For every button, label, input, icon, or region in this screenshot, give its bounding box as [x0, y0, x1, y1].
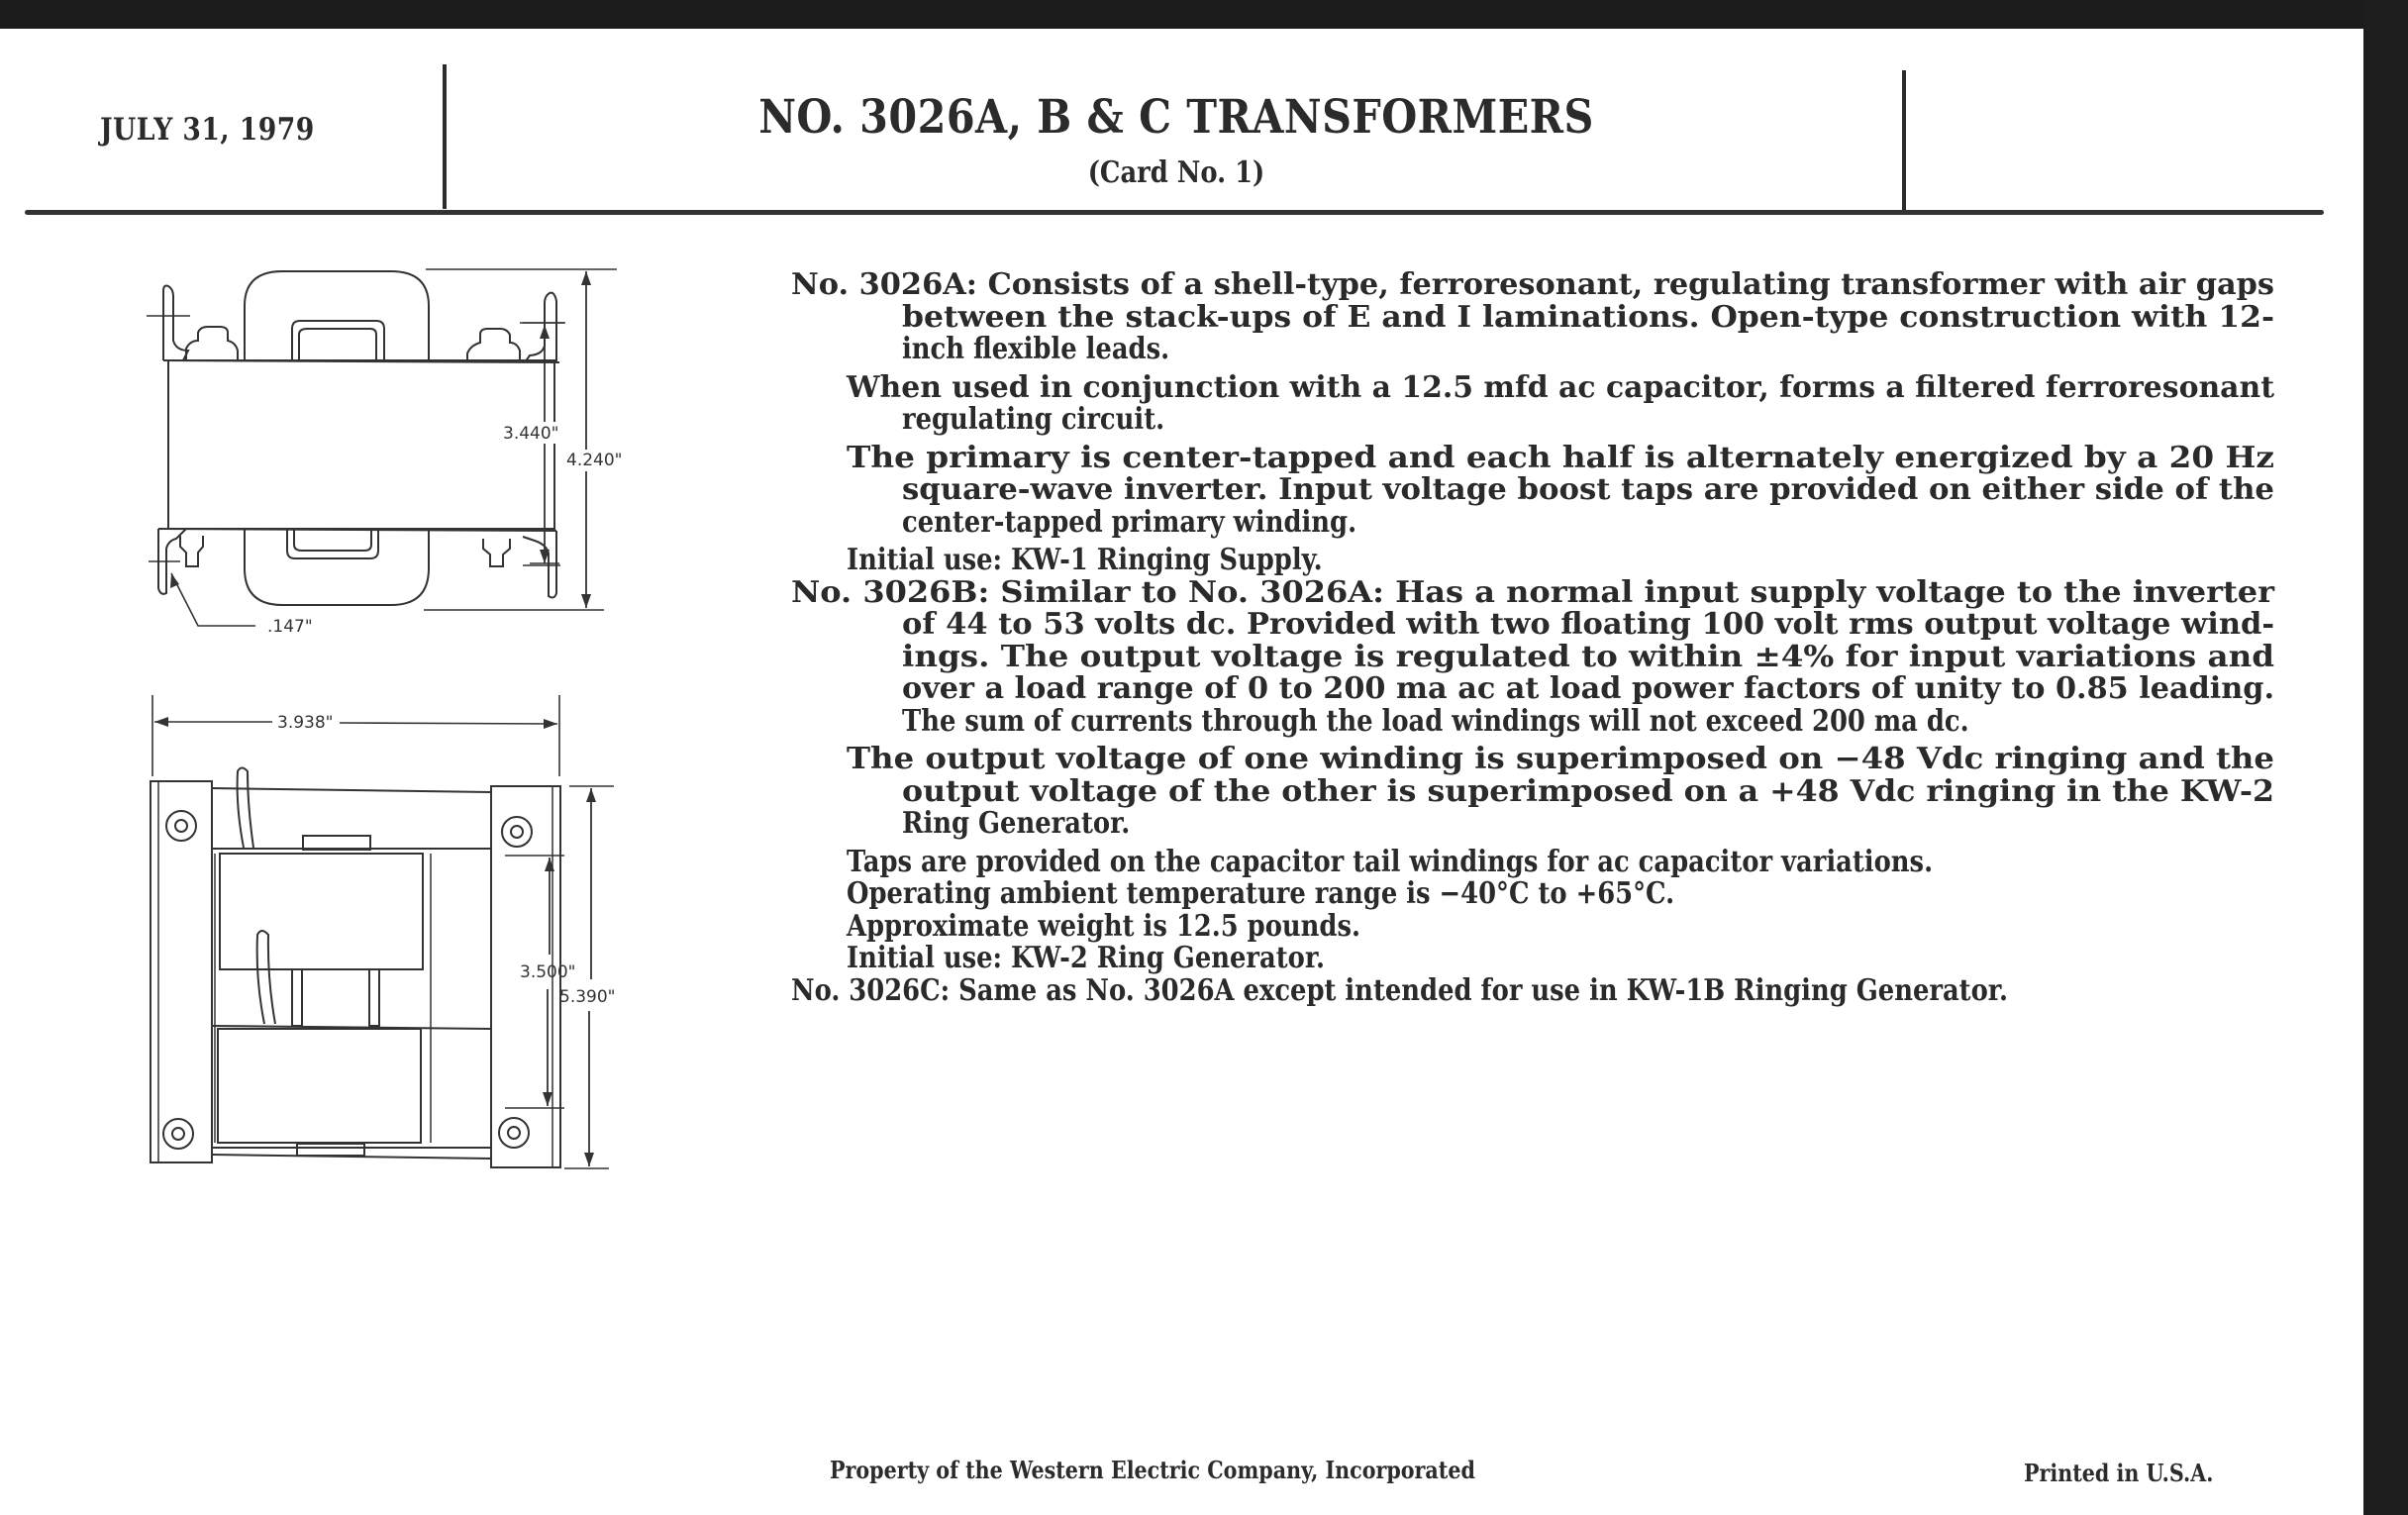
- bolt-bottom-left: [163, 1119, 193, 1149]
- text-line: inch flexible leads.: [902, 332, 1170, 366]
- plate-left: [150, 781, 212, 1162]
- dim-3938-line-right: [340, 723, 557, 724]
- text-line: Taps are provided on the capacitor tail windings for ac capacitor variations.: [847, 844, 1934, 879]
- bracket-top-right: [525, 293, 556, 362]
- footer-property: Property of the Western Electric Company, Incorporated: [830, 1456, 1475, 1484]
- text-line: ings. The output voltage is regulated to within ±4% for input variations and: [902, 639, 2274, 674]
- header-divider-left: [443, 64, 447, 209]
- dim-3938-label: 3.938": [277, 713, 334, 733]
- dim-4240-label: 4.240": [566, 451, 623, 470]
- text-line: of 44 to 53 volts dc. Provided with two floating 100 volt rms output voltage wind-: [902, 607, 2274, 642]
- transformer-top-view-drawing: [139, 687, 713, 1182]
- text-line: The output voltage of one winding is superimposed on −48 Vdc ringing and the: [847, 742, 2274, 776]
- text-line: output voltage of the other is superimposed on a +48 Vdc ringing in the KW-2: [902, 773, 2274, 809]
- card-date: JULY 31, 1979: [100, 112, 315, 148]
- bottom-window: [287, 529, 378, 558]
- text-line: The primary is center-tapped and each half is alternately energized by a 20 Hz: [847, 440, 2274, 475]
- text-line: No. 3026A: Consists of a shell-type, ferroresonant, regulating transformer with air gaps: [791, 267, 2274, 302]
- card-subtitle: (Card No. 1): [1087, 155, 1265, 190]
- text-line: Initial use: KW-1 Ringing Supply.: [847, 543, 1323, 577]
- text-line: When used in conjunction with a 12.5 mfd ac capacitor, forms a filtered ferroresonant: [847, 369, 2274, 405]
- text-line: over a load range of 0 to 200 ma ac at load power factors of unity to 0.85 leading.: [902, 671, 2274, 706]
- text-line: between the stack-ups of E and I laminations. Open-type construction with 12-: [902, 299, 2274, 335]
- dim-3500-label: 3.500": [520, 962, 576, 982]
- clamp-top: [303, 836, 370, 850]
- footer-printed: Printed in U.S.A.: [2024, 1459, 2214, 1487]
- bolt-top-right: [502, 817, 532, 847]
- specification-text: [791, 269, 2276, 1007]
- core-bottom-lobe: [245, 529, 429, 605]
- card-title: NO. 3026A, B & C TRANSFORMERS: [758, 90, 1594, 145]
- header-rule: [25, 210, 2324, 215]
- nut-bottom-left: [180, 536, 203, 566]
- dim-147-label: .147": [267, 617, 313, 637]
- header-divider-right: [1902, 70, 1906, 215]
- bolt-bottom-right: [499, 1118, 529, 1148]
- lead-lower: [257, 931, 275, 1024]
- specification-card: [0, 29, 2363, 1515]
- text-line: Operating ambient temperature range is −40°C to +65°C.: [847, 876, 1675, 911]
- bracket-top-left: [163, 286, 188, 360]
- nut-top-right: [467, 329, 520, 362]
- scan-border-right: [2363, 0, 2408, 1515]
- scan-border-top: [0, 0, 2408, 29]
- dim-5390-label: 5.390": [559, 987, 616, 1007]
- text-line: No. 3026C: Same as No. 3026A except intended for use in KW-1B Ringing Generator.: [791, 972, 2009, 1008]
- nut-bottom-right: [483, 539, 510, 566]
- top-window: [292, 321, 384, 360]
- dim-3440-label: 3.440": [503, 424, 559, 444]
- coil-upper: [220, 854, 423, 969]
- bolt-top-left: [166, 811, 196, 841]
- text-line: square-wave inverter. Input voltage boost taps are provided on either side of the: [902, 472, 2274, 507]
- text-line: No. 3026B: Similar to No. 3026A: Has a normal input supply voltage to the inverter: [791, 574, 2274, 610]
- clamp-bottom: [297, 1144, 364, 1156]
- text-line: regulating circuit.: [902, 402, 1165, 437]
- dim-147-leader: [171, 573, 255, 626]
- core-top-lobe: [245, 271, 429, 360]
- text-line: Ring Generator.: [902, 806, 1131, 841]
- nut-top-left: [186, 327, 238, 360]
- coil-lower: [218, 1029, 421, 1143]
- winding-body: [168, 360, 554, 529]
- text-line: Initial use: KW-2 Ring Generator.: [847, 941, 1326, 975]
- text-line: The sum of currents through the load windings will not exceed 200 ma dc.: [902, 703, 1969, 739]
- transformer-side-view-drawing: [129, 252, 703, 667]
- text-line: center-tapped primary winding.: [902, 504, 1357, 540]
- text-line: Approximate weight is 12.5 pounds.: [847, 908, 1360, 944]
- lead-upper: [238, 768, 253, 849]
